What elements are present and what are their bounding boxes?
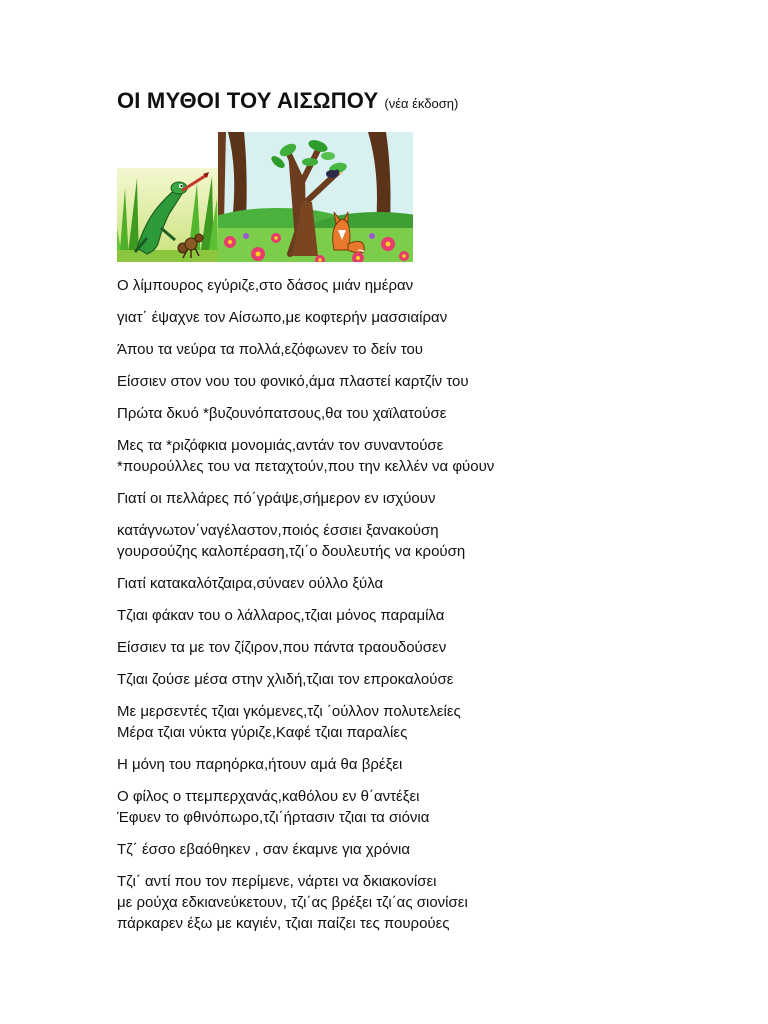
poem-stanza (117, 520, 717, 562)
poem-line: Τζ΄ έσσο εβαόθηκεν , σαν έκαμνε για χρόνια (117, 841, 411, 858)
poem-line: Ο λίμπουρος εγύριζε,στο δάσος μιάν ημέραν (117, 277, 414, 294)
poem-line: Γιατί κατακαλότζαιρα,σύναεν ούλλο ξύλα (117, 575, 384, 592)
poem-stanza (117, 637, 717, 658)
poem-stanza (117, 839, 717, 860)
document-subtitle: (νέα έκδοση) (384, 96, 459, 111)
forest-illustration (218, 132, 413, 262)
poem-stanza (117, 701, 717, 743)
poem-stanza (117, 275, 717, 296)
poem-line: με ρούχα εδκιανεύκετουν, τζι΄ας βρέξει τζι΄ας σιονίσει (117, 894, 468, 911)
poem-stanza (117, 307, 717, 328)
poem-line: Μες τα *ριζόφκια μονομιάς,αντάν τον συναντούσε (117, 437, 444, 454)
poem-line: Ο φίλος ο ττεμπερχανάς,καθόλου εν θ΄αντέξει (117, 788, 420, 805)
poem-line: Τζι΄ αντί που τον περίμενε, νάρτει να δκιακονίσει (117, 873, 437, 890)
poem-body (117, 275, 717, 934)
poem-line: Άπου τα νεύρα τα πολλά,εζόφωνεν το δείν του (117, 341, 423, 358)
document-page (117, 88, 717, 945)
poem-line: Μέρα τζιαι νύκτα γύριζε,Καφέ τζιαι παραλίες (117, 724, 408, 741)
poem-line: Είσσιεν τα με τον ζίζιρον,που πάντα τραουδούσεν (117, 639, 447, 656)
poem-line: Είσσιεν στον νου του φονικό,άμα πλαστεί καρτζίν του (117, 373, 469, 390)
poem-stanza (117, 871, 717, 934)
poem-stanza (117, 669, 717, 690)
lizard-illustration (117, 168, 218, 262)
poem-line: Έφυεν το φθινόπωρο,τζι΄ήρτασιν τζιαι τα σιόνια (117, 809, 430, 826)
poem-line: Τζιαι ζούσε μέσα στην χλιδή,τζιαι τον επροκαλούσε (117, 671, 454, 688)
poem-line: γουρσούζης καλοπέραση,τζι΄ο δουλευτής να κρούση (117, 543, 466, 560)
poem-line: Πρώτα δκυό *βυζουνόπατσους,θα του χαϊλατούσε (117, 405, 447, 422)
poem-line: *πουρούλλες του να πεταχτούν,που την κελλέν να φύουν (117, 458, 495, 475)
poem-stanza (117, 339, 717, 360)
poem-line: γιατ΄ έψαχνε τον Αίσωπο,με κοφτερήν μασσιαίραν (117, 309, 448, 326)
poem-stanza (117, 605, 717, 626)
title-line (117, 88, 717, 122)
poem-line: Τζιαι φάκαν του ο λάλλαρος,τζιαι μόνος παραμίλα (117, 607, 445, 624)
poem-stanza (117, 435, 717, 477)
poem-stanza (117, 488, 717, 509)
illustrations (117, 132, 717, 262)
poem-line: πάρκαρεν έξω με καγιέν, τζιαι παίζει τες πουρούες (117, 915, 450, 932)
poem-line: Η μόνη του παρηόρκα,ήτουν αμά θα βρέξει (117, 756, 403, 773)
poem-line: Με μερσεντές τζιαι γκόμενες,τζι ΄ούλλον πολυτελείες (117, 703, 461, 720)
poem-stanza (117, 403, 717, 424)
document-title: ΟΙ ΜΥΘΟΙ ΤΟΥ ΑΙΣΩΠΟΥ (117, 88, 379, 113)
poem-stanza (117, 786, 717, 828)
poem-line: Γιατί οι πελλάρες πό΄γράψε,σήμερον εν ισχύουν (117, 490, 436, 507)
poem-stanza (117, 371, 717, 392)
poem-stanza (117, 573, 717, 594)
poem-line: κατάγνωτον΄ναγέλαστον,ποιός έσσιει ξανακούση (117, 522, 439, 539)
poem-stanza (117, 754, 717, 775)
